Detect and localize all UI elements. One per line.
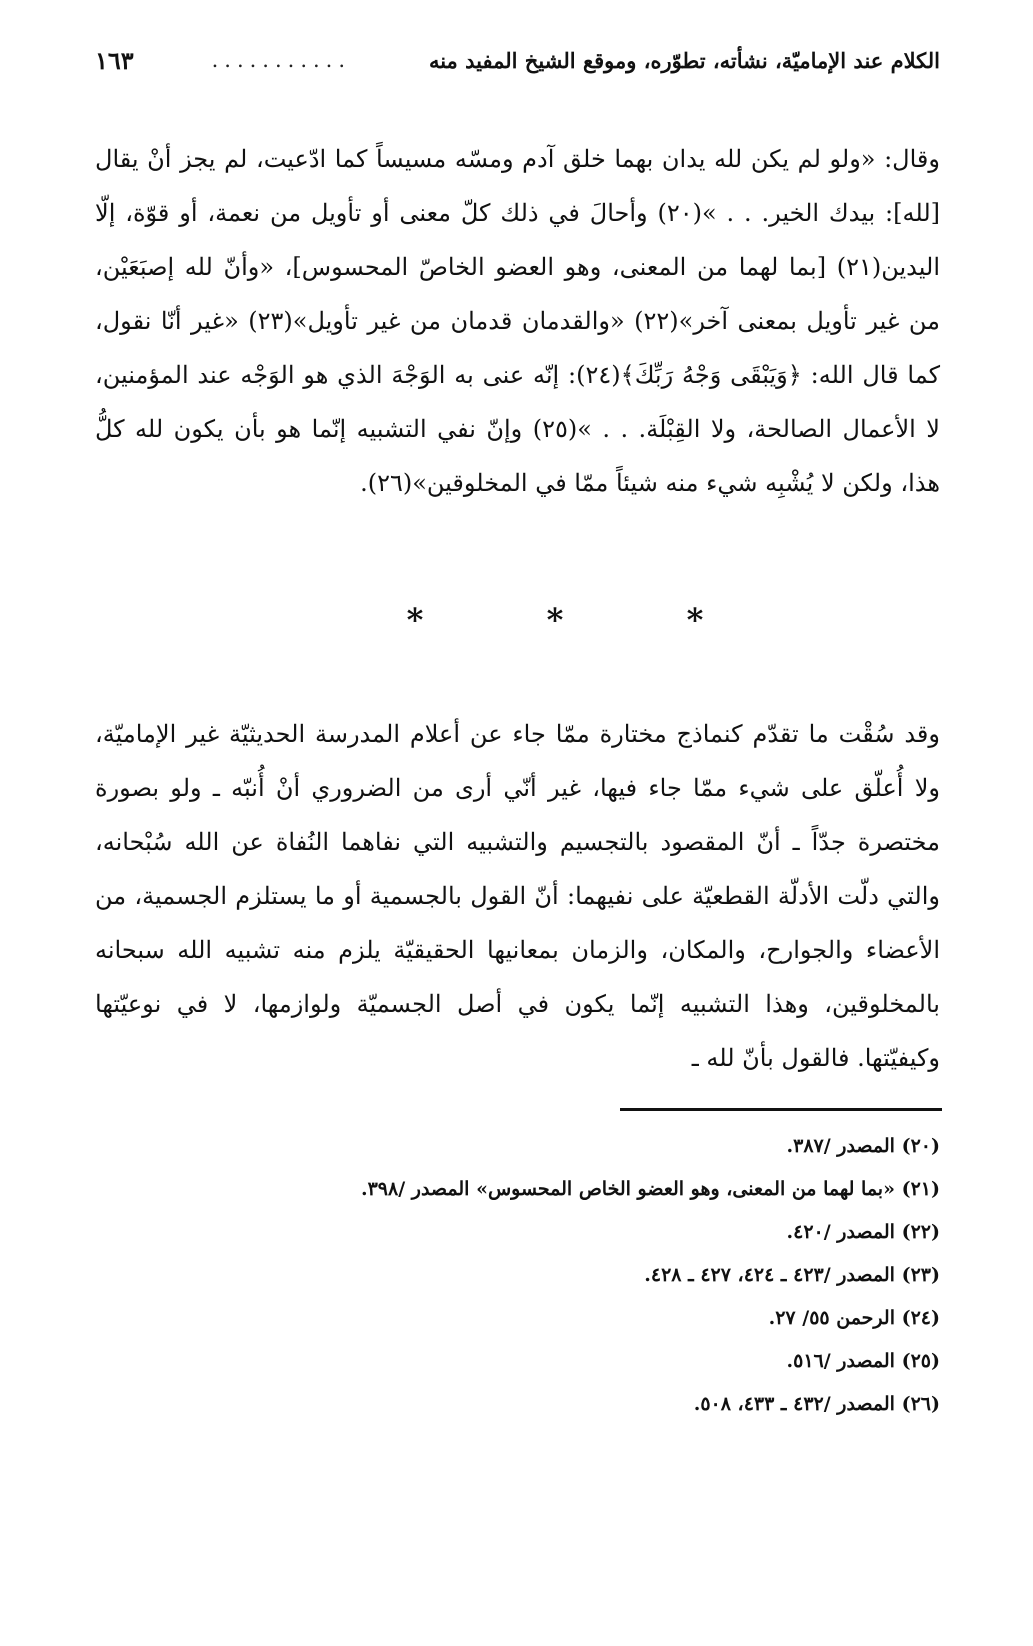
separator-star: *: [546, 601, 564, 639]
separator-star: *: [406, 601, 424, 639]
footnotes-list: [95, 1125, 940, 1426]
body-paragraph-commentary: وقد سُقْت ما تقدّم كنماذج مختارة ممّا جاء عن أعلام المدرسة الحديثيّة غير الإماميّة، ولا أُعلّق على شيء ممّا جاء فيها، غير أنّي أرى من الضروري أنْ أُنبّه ـ ولو بصورة مختصرة جدّاً ـ أنّ المقصود بالتجسيم والتشبيه التي نفاهما النُفاة عن الله سُبْحانه، والتي دلّت الأدلّة القطعيّة على نفيهما: أنّ القول بالجسمية أو ما يستلزم الجسمية، من الأعضاء والجوارح، والمكان، والزمان بمعانيها الحقيقيّة يلزم منه تشبيه الله سبحانه بالمخلوقين، وهذا التشبيه إنّما يكون في أصل الجسميّة ولوازمها، لا في نوعيّتها وكيفيّتها. فالقول بأنّ لله ـ: [95, 720, 940, 1072]
separator-star: *: [686, 601, 704, 639]
footnote-23: (٢٣) المصدر /٤٢٣ ـ ٤٢٤، ٤٢٧ ـ ٤٢٨.: [644, 1264, 940, 1286]
dot-leader: ...........: [211, 48, 352, 72]
footnote-25: (٢٥) المصدر /٥١٦.: [786, 1350, 940, 1372]
footnote-rule: [620, 1108, 942, 1111]
body-paragraph-quote: وقال: «ولو لم يكن لله يدان بهما خلق آدم ومسّه مسيساً كما ادّعيت، لم يجز أنْ يقال [لله]: بيدك الخير. . . »(٢٠) وأحالَ في ذلك كلّ معنى أو تأويل من نعمة، أو قوّة، إلّا اليدين(٢١) [بما لهما من المعنى، وهو العضو الخاصّ المحسوس]، «وأنّ لله إصبَعَيْن، من غير تأويل بمعنى آخر»(٢٢) «والقدمان قدمان من غير تأويل»(٢٣) «غير أنّا نقول، كما قال الله: ﴿وَيَبْقَى وَجْهُ رَبِّكَ﴾(٢٤): إنّه عنى به الوَجْهَ الذي هو الوَجْه عند المؤمنين، لا الأعمال الصالحة، ولا القِبْلَة. . . »(٢٥) وإنّ نفي التشبيه إنّما هو بأن يكون لله كلُّ هذا، ولكن لا يُشْبِه شيء منه شيئاً ممّا في المخلوقين»(٢٦).: [95, 145, 940, 497]
footnote-26: (٢٦) المصدر /٤٣٢ ـ ٤٣٣، ٥٠٨.: [693, 1393, 940, 1415]
running-header: [95, 40, 940, 80]
footnote-21: (٢١) «بما لهما من المعنى، وهو العضو الخاص المحسوس» المصدر /٣٩٨.: [360, 1178, 940, 1200]
running-header-title: الكلام عند الإماميّة، نشأته، تطوّره، وموقع الشيخ المفيد منه: [428, 47, 940, 73]
page-number: ١٦٣: [95, 45, 134, 75]
footnote-24: (٢٤) الرحمن ٥٥/ ٢٧.: [768, 1307, 940, 1329]
section-separator: [395, 600, 715, 640]
footnote-22: (٢٢) المصدر /٤٢٠.: [786, 1221, 940, 1243]
footnote-20: (٢٠) المصدر /٣٨٧.: [786, 1135, 940, 1157]
